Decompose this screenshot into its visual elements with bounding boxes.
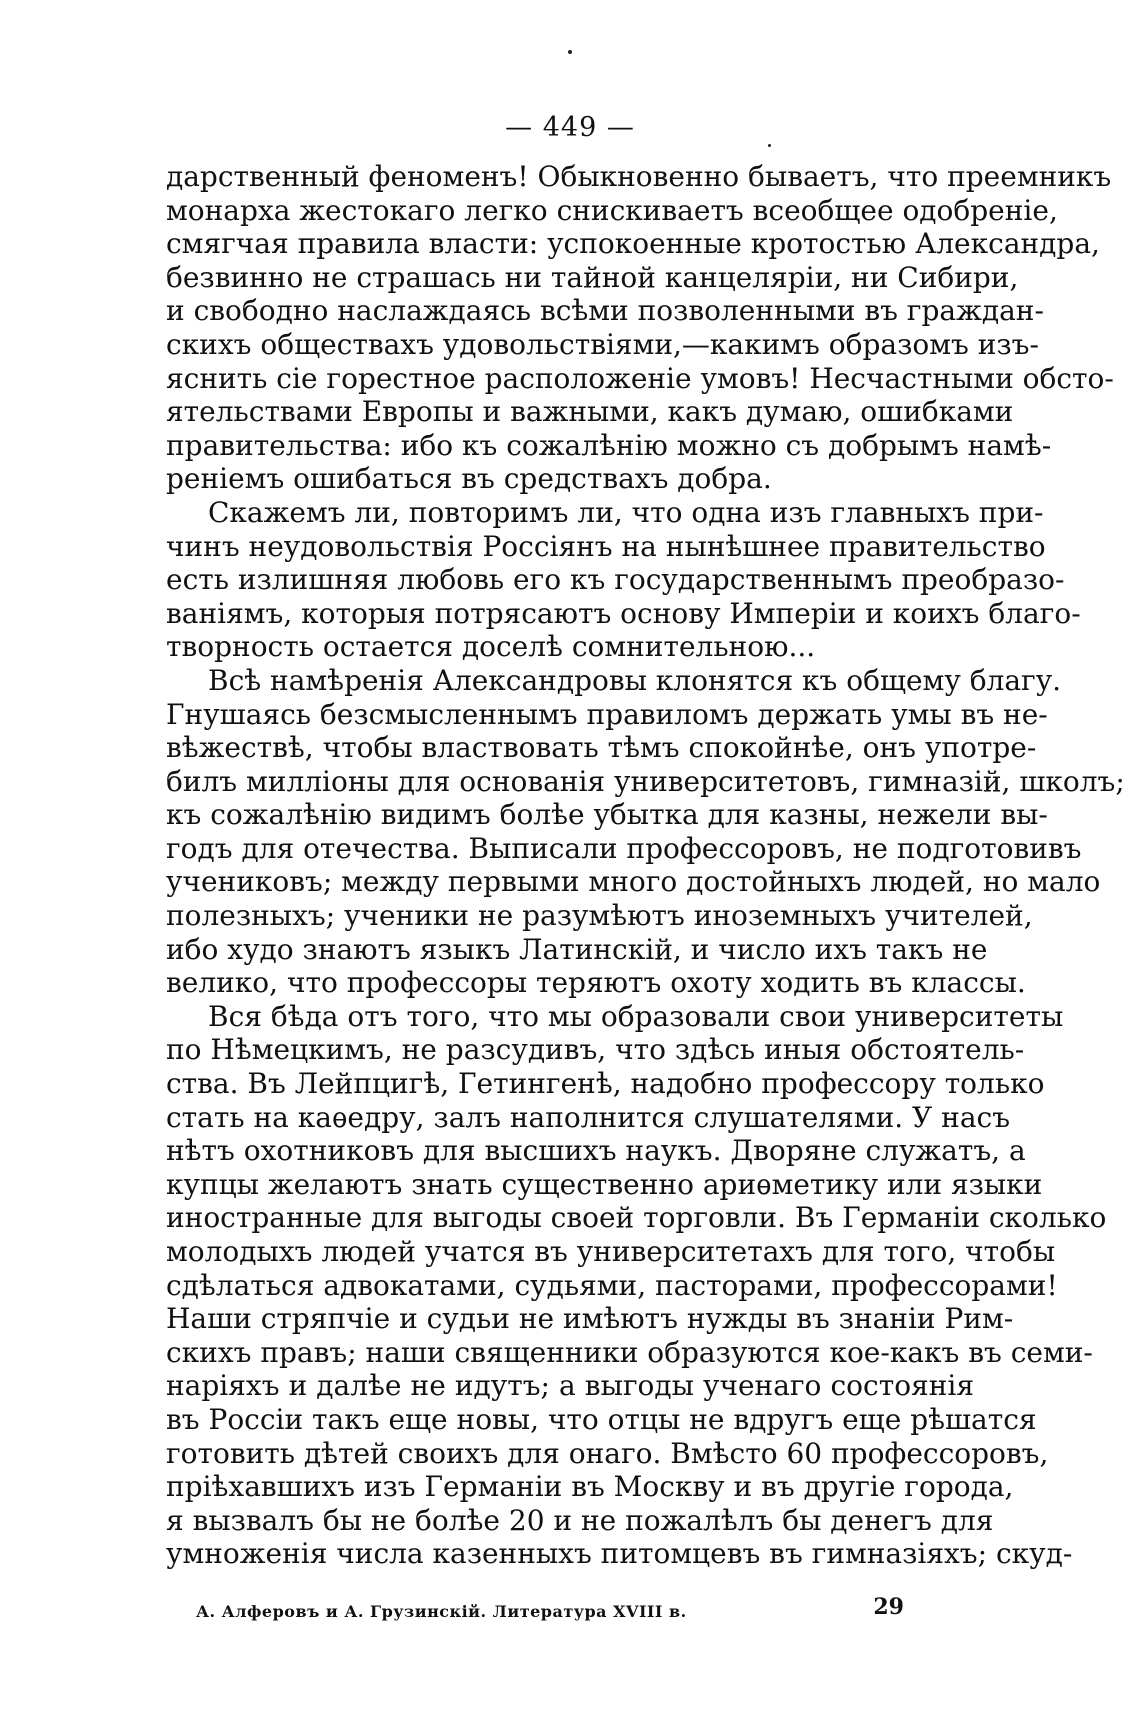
text-line: Вся бѣда отъ того, что мы образовали свои университеты [208, 999, 1064, 1033]
text-line: монарха жестокаго легко снискиваетъ всеобщее одобреніе, [166, 193, 1058, 227]
text-line: готовить дѣтей своихъ для онаго. Вмѣсто 60 профессоровъ, [166, 1436, 1049, 1470]
text-line: учениковъ; между первыми много достойныхъ людей, но мало [166, 865, 1101, 899]
text-line: полезныхъ; ученики не разумѣютъ иноземныхъ учителей, [166, 899, 1033, 933]
text-line: въ Россіи такъ еще новы, что отцы не вдругъ еще рѣшатся [166, 1402, 1037, 1436]
page-number: — 449 — [505, 112, 635, 143]
text-line: Наши стряпчіе и судьи не имѣютъ нужды въ знаніи Рим- [166, 1302, 1014, 1336]
text-line: купцы желаютъ знать существенно ариѳметику или языки [166, 1167, 1043, 1201]
print-speck [768, 144, 771, 147]
paragraph [166, 495, 1081, 664]
text-line: умноженія числа казенныхъ питомцевъ въ гимназіяхъ; скуд- [166, 1537, 1073, 1571]
text-line: правительства: ибо къ сожалѣнію можно съ добрымъ намѣ- [166, 428, 1052, 462]
text-line: Всѣ намѣренія Александровы клонятся къ общему благу. [208, 663, 1062, 697]
text-line: есть излишняя любовь его къ государственнымъ преобразо- [166, 563, 1065, 597]
text-line: велико, что профессоры теряютъ охоту ходить въ классы. [166, 966, 1026, 1000]
text-line: пріѣхавшихъ изъ Германіи въ Москву и въ другіе города, [166, 1470, 1014, 1504]
text-line: наріяхъ и далѣе не идутъ; а выгоды ученаго состоянія [166, 1369, 974, 1403]
text-line: къ сожалѣнію видимъ болѣе убытка для казны, нежели вы- [166, 798, 1048, 832]
text-line: билъ милліоны для основанія университетовъ, гимназій, школъ; [166, 764, 1125, 798]
text-line: и свободно наслаждаясь всѣми позволенными въ граждан- [166, 294, 1044, 328]
text-line: ваніямъ, которыя потрясаютъ основу Имперіи и коихъ благо- [166, 596, 1081, 630]
text-line: скихъ правъ; наши священники образуются кое-какъ въ семи- [166, 1335, 1093, 1369]
text-line: творность остается доселѣ сомнительною... [166, 630, 816, 664]
paragraph [166, 663, 1125, 1000]
text-line: молодыхъ людей учатся въ университетахъ для того, чтобы [166, 1235, 1056, 1268]
text-line: стать на каѳедру, залъ наполнится слушателями. У насъ [166, 1100, 1011, 1134]
print-speck [568, 50, 572, 54]
text-line: вѣжествѣ, чтобы властвовать тѣмъ спокойнѣе, онъ употре- [166, 731, 1037, 765]
text-line: годъ для отечества. Выписали профессоровъ, не подготовивъ [166, 831, 1082, 865]
text-line: чинъ неудовольствія Россіянъ на нынѣшнее правительство [166, 529, 1046, 563]
text-line: сдѣлаться адвокатами, судьями, пасторами, профессорами! [166, 1268, 1058, 1302]
body-text [166, 160, 1125, 1571]
footer-credit: А. Алферовъ и А. Грузинскій. Литература XVIII в. [196, 1602, 687, 1621]
text-line: иностранные для выгоды своей торговли. Въ Германіи сколько [166, 1201, 1107, 1235]
text-line: нѣтъ охотниковъ для высшихъ наукъ. Дворяне служатъ, а [166, 1134, 1026, 1168]
paragraph [166, 160, 1114, 496]
text-line: яснить сіе горестное расположеніе умовъ! Несчастными обсто- [166, 361, 1114, 395]
paragraph [166, 999, 1107, 1571]
text-line: безвинно не страшась ни тайной канцеляріи, ни Сибири, [166, 260, 1019, 294]
text-line: Гнушаясь безсмысленнымъ правиломъ держать умы въ не- [166, 697, 1048, 731]
text-line: по Нѣмецкимъ, не разсудивъ, что здѣсь иныя обстоятель- [166, 1033, 1025, 1067]
text-line: Скажемъ ли, повторимъ ли, что одна изъ главныхъ при- [208, 495, 1044, 529]
text-line: я вызвалъ бы не болѣе 20 и не пожалѣлъ бы денегъ для [166, 1503, 994, 1537]
sheet-number: 29 [873, 1594, 904, 1620]
page-footer [196, 1594, 904, 1624]
text-line: ибо худо знаютъ языкъ Латинскій, и число ихъ такъ не [166, 932, 988, 966]
text-line: ятельствами Европы и важными, какъ думаю, ошибками [166, 395, 1014, 429]
text-line: скихъ обществахъ удовольствіями,—какимъ образомъ изъ- [166, 327, 1039, 361]
text-line: ства. Въ Лейпцигѣ, Гетингенѣ, надобно профессору только [166, 1067, 1045, 1101]
text-line: дарственный феноменъ! Обыкновенно бываетъ, что преемникъ [166, 160, 1112, 193]
text-line: смягчая правила власти: успокоенные кротостью Александра, [166, 227, 1100, 261]
text-line: реніемъ ошибаться въ средствахъ добра. [166, 462, 772, 496]
